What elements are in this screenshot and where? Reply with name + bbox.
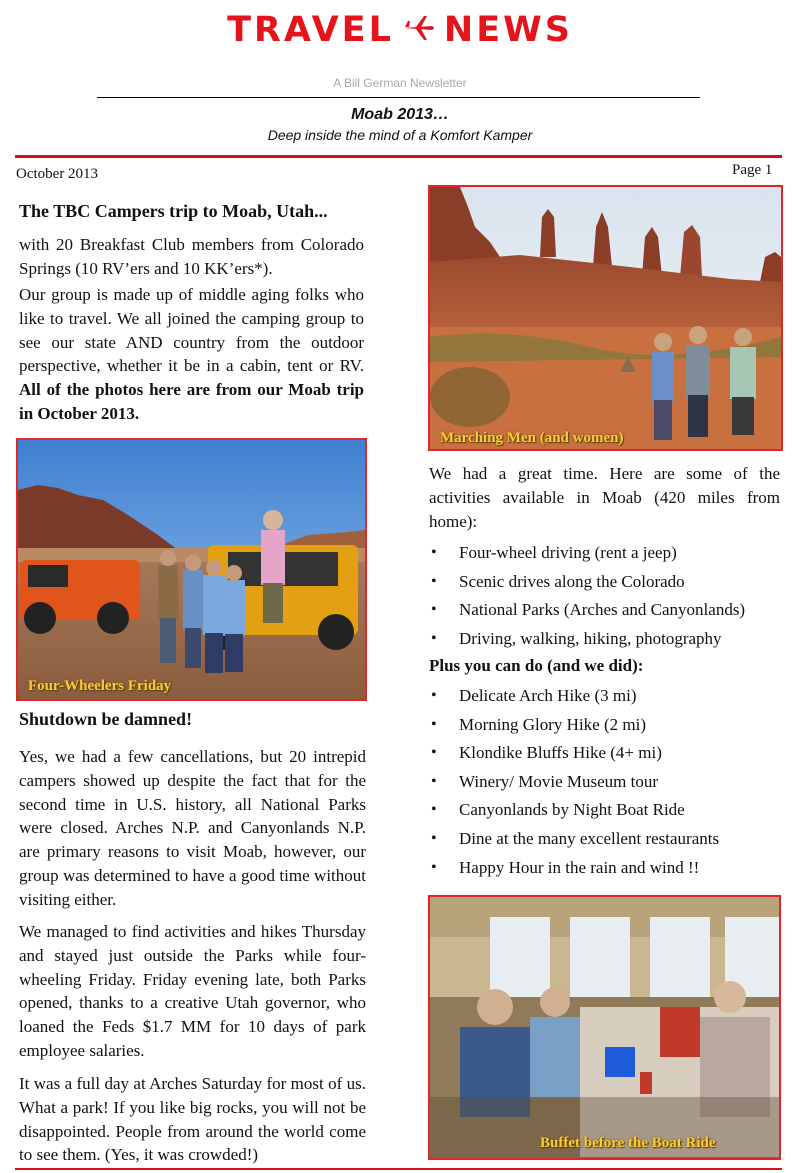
list-item: • Klondike Bluffs Hike (4+ mi)	[429, 741, 784, 764]
red-divider	[15, 155, 782, 158]
group-paragraph-bold: All of the photos here are from our Moab trip in October 2013.	[19, 380, 364, 423]
header-divider	[97, 97, 700, 98]
activities-paragraph: We managed to find activities and hikes Thursday and stayed just outside the Parks while four-wheeling Friday. Friday evening late, both Parks opened, thanks to a creative Utah governor, who loaned the Feds $1.7 MM for 10 days of park employee salaries.	[19, 922, 366, 1060]
list-item: • Scenic drives along the Colorado	[429, 570, 784, 593]
arches-paragraph: It was a full day at Arches Saturday for most of us. What a park! If you like big rocks, you will not be disappointed. People from around the world come to see them. (Yes, it was crowded!)	[19, 1074, 366, 1165]
list-item: • National Parks (Arches and Canyonlands)	[429, 598, 784, 621]
airplane-icon	[402, 15, 436, 46]
did-list	[429, 684, 784, 884]
tagline: A Bill German Newsletter	[333, 76, 467, 90]
group-paragraph	[19, 283, 364, 426]
issue-title: Moab 2013…	[351, 106, 449, 123]
shutdown-paragraph: Yes, we had a few cancellations, but 20 intrepid campers showed up despite the fact that for the second time in U.S. history, all National Parks were closed. Arches N.P. and Canyonlands N.P. are primary reasons to visit Moab, however, our group was determined to have a good time without visiting either.	[19, 747, 366, 909]
list-item: • Four-wheel driving (rent a jeep)	[429, 541, 784, 564]
photo-buffet	[428, 895, 781, 1160]
issue-subtitle: Deep inside the mind of a Komfort Kamper	[267, 127, 533, 143]
masthead-news: NEWS	[443, 10, 573, 50]
intro-paragraph: with 20 Breakfast Club members from Colorado Springs (10 RV’ers and 10 KK’ers*).	[19, 235, 364, 278]
list-item: • Canyonlands by Night Boat Ride	[429, 798, 784, 821]
article-heading: The TBC Campers trip to Moab, Utah...	[19, 201, 328, 221]
activities-intro: We had a great time. Here are some of the activities available in Moab (420 miles from home):	[429, 464, 780, 531]
photo-caption-marching-men: Marching Men (and women)	[440, 430, 624, 446]
photo-caption-buffet: Buffet before the Boat Ride	[540, 1135, 716, 1151]
list-item: • Driving, walking, hiking, photography	[429, 627, 784, 650]
list-item: • Delicate Arch Hike (3 mi)	[429, 684, 784, 707]
page-number: Page 1	[732, 162, 773, 178]
list-item: • Winery/ Movie Museum tour	[429, 770, 784, 793]
footer-divider	[15, 1168, 782, 1170]
activities-list	[429, 541, 784, 655]
group-paragraph-text: Our group is made up of middle aging folks who like to travel. We all joined the camping group to see our state AND country from the outdoor perspective, whether it be in a cabin, tent or RV.	[19, 285, 364, 376]
list-item: • Happy Hour in the rain and wind !!	[429, 856, 784, 879]
photo-caption-four-wheelers: Four-Wheelers Friday	[28, 678, 172, 694]
section-heading-shutdown: Shutdown be damned!	[19, 709, 193, 729]
list-item: • Morning Glory Hike (2 mi)	[429, 713, 784, 736]
masthead-travel: TRAVEL	[227, 10, 394, 50]
issue-date: October 2013	[16, 166, 99, 182]
plus-heading: Plus you can do (and we did):	[429, 656, 644, 675]
photo-marching-men	[428, 185, 783, 451]
masthead	[0, 10, 800, 50]
photo-four-wheelers	[16, 438, 367, 701]
list-item: • Dine at the many excellent restaurants	[429, 827, 784, 850]
